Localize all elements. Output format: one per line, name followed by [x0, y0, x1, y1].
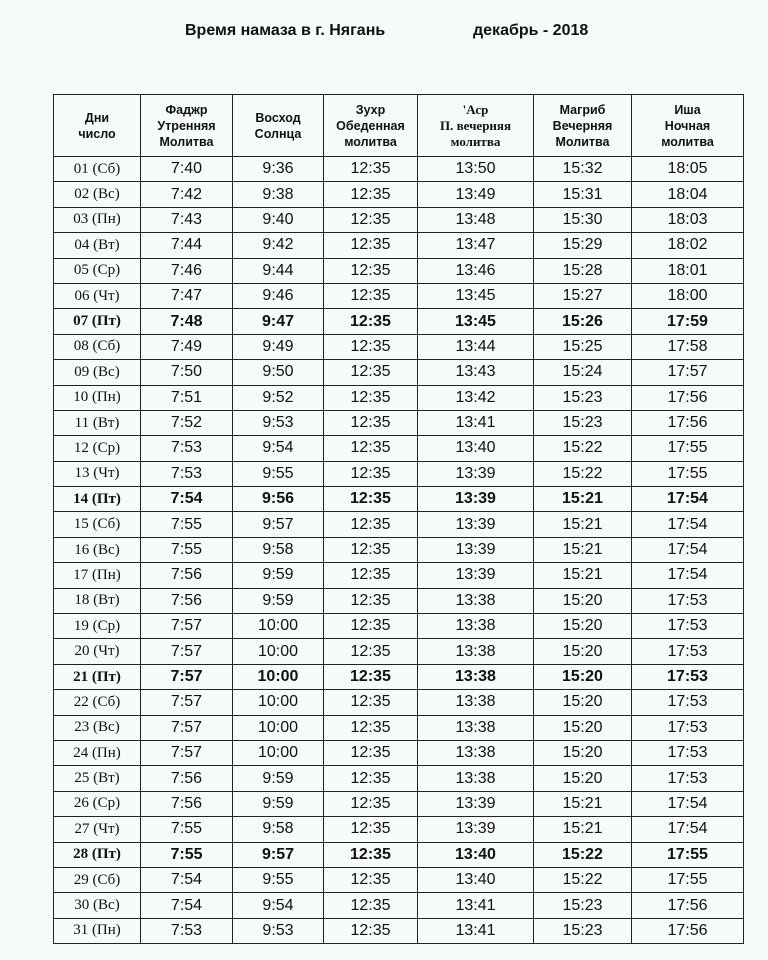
cell-asr: 13:38	[418, 588, 534, 613]
table-row	[54, 258, 744, 283]
cell-day: 08 (Сб)	[54, 334, 141, 359]
cell-fajr: 7:48	[141, 309, 233, 334]
cell-sunrise: 9:59	[233, 588, 324, 613]
cell-asr: 13:39	[418, 817, 534, 842]
cell-day: 01 (Сб)	[54, 157, 141, 182]
cell-maghrib: 15:29	[534, 233, 632, 258]
cell-isha: 18:00	[632, 283, 744, 308]
cell-maghrib: 15:21	[534, 512, 632, 537]
cell-isha: 17:55	[632, 842, 744, 867]
cell-isha: 17:59	[632, 309, 744, 334]
cell-zuhr: 12:35	[324, 563, 418, 588]
cell-isha: 18:02	[632, 233, 744, 258]
cell-sunrise: 9:38	[233, 182, 324, 207]
cell-fajr: 7:56	[141, 766, 233, 791]
cell-day: 24 (Пн)	[54, 740, 141, 765]
cell-zuhr: 12:35	[324, 867, 418, 892]
table-row	[54, 334, 744, 359]
cell-day: 09 (Вс)	[54, 360, 141, 385]
cell-fajr: 7:47	[141, 283, 233, 308]
cell-zuhr: 12:35	[324, 207, 418, 232]
cell-sunrise: 9:57	[233, 842, 324, 867]
cell-day: 06 (Чт)	[54, 283, 141, 308]
cell-isha: 17:53	[632, 664, 744, 689]
cell-isha: 17:57	[632, 360, 744, 385]
cell-isha: 17:54	[632, 563, 744, 588]
cell-day: 25 (Вт)	[54, 766, 141, 791]
cell-asr: 13:38	[418, 639, 534, 664]
cell-maghrib: 15:27	[534, 283, 632, 308]
cell-maghrib: 15:24	[534, 360, 632, 385]
cell-day: 26 (Ср)	[54, 791, 141, 816]
cell-sunrise: 9:59	[233, 766, 324, 791]
cell-asr: 13:38	[418, 614, 534, 639]
header-row	[54, 95, 744, 157]
prayer-times-table	[53, 94, 744, 944]
table-row	[54, 690, 744, 715]
cell-maghrib: 15:23	[534, 385, 632, 410]
cell-sunrise: 9:47	[233, 309, 324, 334]
table-row	[54, 588, 744, 613]
cell-zuhr: 12:35	[324, 766, 418, 791]
table-row	[54, 715, 744, 740]
cell-zuhr: 12:35	[324, 537, 418, 562]
table-row	[54, 233, 744, 258]
cell-maghrib: 15:20	[534, 715, 632, 740]
cell-sunrise: 9:55	[233, 867, 324, 892]
cell-day: 21 (Пт)	[54, 664, 141, 689]
cell-zuhr: 12:35	[324, 893, 418, 918]
cell-isha: 18:04	[632, 182, 744, 207]
table-row	[54, 918, 744, 943]
cell-maghrib: 15:20	[534, 614, 632, 639]
table-row	[54, 461, 744, 486]
cell-fajr: 7:55	[141, 842, 233, 867]
cell-sunrise: 9:59	[233, 563, 324, 588]
cell-isha: 18:03	[632, 207, 744, 232]
cell-zuhr: 12:35	[324, 436, 418, 461]
cell-fajr: 7:57	[141, 614, 233, 639]
cell-asr: 13:46	[418, 258, 534, 283]
cell-maghrib: 15:23	[534, 410, 632, 435]
table-row	[54, 207, 744, 232]
cell-isha: 17:53	[632, 639, 744, 664]
cell-maghrib: 15:23	[534, 893, 632, 918]
cell-day: 27 (Чт)	[54, 817, 141, 842]
cell-maghrib: 15:25	[534, 334, 632, 359]
title-city: Время намаза в г. Нягань	[185, 22, 386, 39]
cell-sunrise: 9:56	[233, 487, 324, 512]
cell-fajr: 7:52	[141, 410, 233, 435]
cell-fajr: 7:49	[141, 334, 233, 359]
cell-day: 07 (Пт)	[54, 309, 141, 334]
cell-maghrib: 15:20	[534, 588, 632, 613]
cell-asr: 13:40	[418, 436, 534, 461]
cell-asr: 13:38	[418, 690, 534, 715]
header-zuhr: Зухр Обеденная молитва	[324, 95, 418, 157]
cell-isha: 17:53	[632, 740, 744, 765]
cell-asr: 13:49	[418, 182, 534, 207]
cell-day: 23 (Вс)	[54, 715, 141, 740]
cell-maghrib: 15:21	[534, 791, 632, 816]
header-day: Дни число	[54, 95, 141, 157]
cell-fajr: 7:57	[141, 664, 233, 689]
table-body	[54, 157, 744, 944]
cell-sunrise: 10:00	[233, 664, 324, 689]
cell-isha: 17:55	[632, 461, 744, 486]
page-title	[185, 22, 589, 40]
cell-day: 29 (Сб)	[54, 867, 141, 892]
cell-asr: 13:41	[418, 918, 534, 943]
cell-fajr: 7:54	[141, 893, 233, 918]
table-row	[54, 563, 744, 588]
cell-maghrib: 15:23	[534, 918, 632, 943]
cell-isha: 17:54	[632, 512, 744, 537]
cell-fajr: 7:51	[141, 385, 233, 410]
cell-zuhr: 12:35	[324, 817, 418, 842]
cell-zuhr: 12:35	[324, 791, 418, 816]
cell-zuhr: 12:35	[324, 512, 418, 537]
cell-maghrib: 15:21	[534, 537, 632, 562]
cell-day: 22 (Сб)	[54, 690, 141, 715]
cell-fajr: 7:42	[141, 182, 233, 207]
table-row	[54, 385, 744, 410]
table-row	[54, 157, 744, 182]
cell-isha: 17:56	[632, 385, 744, 410]
cell-fajr: 7:54	[141, 487, 233, 512]
cell-sunrise: 9:49	[233, 334, 324, 359]
cell-maghrib: 15:30	[534, 207, 632, 232]
cell-fajr: 7:57	[141, 690, 233, 715]
cell-asr: 13:38	[418, 740, 534, 765]
cell-maghrib: 15:21	[534, 817, 632, 842]
cell-zuhr: 12:35	[324, 690, 418, 715]
cell-sunrise: 9:42	[233, 233, 324, 258]
title-month: декабрь - 2018	[473, 22, 589, 39]
cell-sunrise: 9:53	[233, 410, 324, 435]
cell-fajr: 7:55	[141, 512, 233, 537]
cell-fajr: 7:55	[141, 817, 233, 842]
table-row	[54, 309, 744, 334]
cell-asr: 13:39	[418, 461, 534, 486]
cell-asr: 13:50	[418, 157, 534, 182]
cell-sunrise: 9:57	[233, 512, 324, 537]
table-row	[54, 537, 744, 562]
cell-zuhr: 12:35	[324, 664, 418, 689]
cell-zuhr: 12:35	[324, 334, 418, 359]
cell-isha: 17:54	[632, 487, 744, 512]
cell-day: 10 (Пн)	[54, 385, 141, 410]
cell-asr: 13:38	[418, 715, 534, 740]
cell-zuhr: 12:35	[324, 842, 418, 867]
cell-day: 14 (Пт)	[54, 487, 141, 512]
cell-fajr: 7:46	[141, 258, 233, 283]
cell-asr: 13:44	[418, 334, 534, 359]
cell-maghrib: 15:21	[534, 563, 632, 588]
table-row	[54, 867, 744, 892]
cell-sunrise: 9:53	[233, 918, 324, 943]
table-row	[54, 360, 744, 385]
header-asr: 'Аср П. вечерняя молитва	[418, 95, 534, 157]
cell-isha: 17:53	[632, 715, 744, 740]
cell-sunrise: 10:00	[233, 715, 324, 740]
cell-zuhr: 12:35	[324, 461, 418, 486]
cell-day: 20 (Чт)	[54, 639, 141, 664]
cell-isha: 17:55	[632, 436, 744, 461]
cell-day: 12 (Ср)	[54, 436, 141, 461]
cell-asr: 13:40	[418, 842, 534, 867]
cell-isha: 17:54	[632, 537, 744, 562]
cell-asr: 13:39	[418, 512, 534, 537]
cell-sunrise: 9:58	[233, 817, 324, 842]
cell-fajr: 7:54	[141, 867, 233, 892]
cell-isha: 17:56	[632, 410, 744, 435]
cell-day: 04 (Вт)	[54, 233, 141, 258]
cell-isha: 17:53	[632, 690, 744, 715]
cell-sunrise: 10:00	[233, 614, 324, 639]
cell-day: 02 (Вс)	[54, 182, 141, 207]
table-row	[54, 487, 744, 512]
cell-day: 03 (Пн)	[54, 207, 141, 232]
cell-sunrise: 10:00	[233, 740, 324, 765]
cell-isha: 17:53	[632, 766, 744, 791]
cell-asr: 13:38	[418, 766, 534, 791]
table-row	[54, 436, 744, 461]
cell-zuhr: 12:35	[324, 410, 418, 435]
cell-isha: 18:01	[632, 258, 744, 283]
cell-asr: 13:41	[418, 893, 534, 918]
cell-isha: 17:53	[632, 614, 744, 639]
cell-fajr: 7:55	[141, 537, 233, 562]
table-row	[54, 512, 744, 537]
table-row	[54, 614, 744, 639]
cell-day: 19 (Ср)	[54, 614, 141, 639]
cell-sunrise: 9:59	[233, 791, 324, 816]
cell-day: 28 (Пт)	[54, 842, 141, 867]
cell-maghrib: 15:21	[534, 487, 632, 512]
cell-maghrib: 15:20	[534, 766, 632, 791]
cell-fajr: 7:53	[141, 436, 233, 461]
cell-day: 30 (Вс)	[54, 893, 141, 918]
cell-asr: 13:39	[418, 791, 534, 816]
cell-day: 15 (Сб)	[54, 512, 141, 537]
table-row	[54, 639, 744, 664]
header-fajr: Фаджр Утренняя Молитва	[141, 95, 233, 157]
cell-maghrib: 15:22	[534, 867, 632, 892]
cell-zuhr: 12:35	[324, 588, 418, 613]
cell-maghrib: 15:32	[534, 157, 632, 182]
table-row	[54, 664, 744, 689]
cell-sunrise: 9:44	[233, 258, 324, 283]
cell-day: 11 (Вт)	[54, 410, 141, 435]
cell-sunrise: 9:54	[233, 893, 324, 918]
cell-fajr: 7:43	[141, 207, 233, 232]
cell-sunrise: 9:58	[233, 537, 324, 562]
cell-zuhr: 12:35	[324, 182, 418, 207]
cell-asr: 13:48	[418, 207, 534, 232]
cell-day: 18 (Вт)	[54, 588, 141, 613]
cell-day: 17 (Пн)	[54, 563, 141, 588]
header-maghrib: Магриб Вечерняя Молитва	[534, 95, 632, 157]
cell-zuhr: 12:35	[324, 918, 418, 943]
cell-asr: 13:39	[418, 563, 534, 588]
cell-fajr: 7:56	[141, 588, 233, 613]
cell-fajr: 7:53	[141, 461, 233, 486]
cell-sunrise: 9:46	[233, 283, 324, 308]
table-row	[54, 766, 744, 791]
cell-zuhr: 12:35	[324, 614, 418, 639]
cell-day: 13 (Чт)	[54, 461, 141, 486]
cell-sunrise: 9:54	[233, 436, 324, 461]
table-row	[54, 283, 744, 308]
table-row	[54, 842, 744, 867]
header-sunrise: Восход Солнца	[233, 95, 324, 157]
cell-sunrise: 9:36	[233, 157, 324, 182]
cell-asr: 13:39	[418, 537, 534, 562]
cell-sunrise: 10:00	[233, 639, 324, 664]
cell-zuhr: 12:35	[324, 258, 418, 283]
cell-asr: 13:42	[418, 385, 534, 410]
cell-asr: 13:41	[418, 410, 534, 435]
table-row	[54, 410, 744, 435]
cell-maghrib: 15:22	[534, 436, 632, 461]
cell-zuhr: 12:35	[324, 487, 418, 512]
cell-fajr: 7:40	[141, 157, 233, 182]
cell-asr: 13:43	[418, 360, 534, 385]
cell-maghrib: 15:22	[534, 461, 632, 486]
cell-isha: 18:05	[632, 157, 744, 182]
table-row	[54, 740, 744, 765]
cell-asr: 13:39	[418, 487, 534, 512]
header-isha: Иша Ночная молитва	[632, 95, 744, 157]
cell-asr: 13:45	[418, 283, 534, 308]
cell-fajr: 7:44	[141, 233, 233, 258]
cell-sunrise: 9:55	[233, 461, 324, 486]
cell-fajr: 7:57	[141, 715, 233, 740]
cell-zuhr: 12:35	[324, 360, 418, 385]
cell-zuhr: 12:35	[324, 715, 418, 740]
cell-isha: 17:56	[632, 918, 744, 943]
cell-zuhr: 12:35	[324, 233, 418, 258]
table-row	[54, 893, 744, 918]
cell-fajr: 7:50	[141, 360, 233, 385]
cell-maghrib: 15:20	[534, 740, 632, 765]
cell-sunrise: 9:50	[233, 360, 324, 385]
cell-fajr: 7:57	[141, 740, 233, 765]
cell-maghrib: 15:20	[534, 690, 632, 715]
cell-zuhr: 12:35	[324, 283, 418, 308]
cell-maghrib: 15:20	[534, 639, 632, 664]
cell-fajr: 7:53	[141, 918, 233, 943]
cell-isha: 17:54	[632, 791, 744, 816]
cell-sunrise: 9:40	[233, 207, 324, 232]
cell-asr: 13:47	[418, 233, 534, 258]
cell-isha: 17:53	[632, 588, 744, 613]
cell-sunrise: 10:00	[233, 690, 324, 715]
cell-day: 05 (Ср)	[54, 258, 141, 283]
cell-asr: 13:40	[418, 867, 534, 892]
cell-fajr: 7:57	[141, 639, 233, 664]
cell-isha: 17:54	[632, 817, 744, 842]
cell-day: 16 (Вс)	[54, 537, 141, 562]
cell-zuhr: 12:35	[324, 639, 418, 664]
cell-day: 31 (Пн)	[54, 918, 141, 943]
cell-sunrise: 9:52	[233, 385, 324, 410]
cell-maghrib: 15:31	[534, 182, 632, 207]
cell-fajr: 7:56	[141, 563, 233, 588]
cell-zuhr: 12:35	[324, 740, 418, 765]
cell-zuhr: 12:35	[324, 157, 418, 182]
table-row	[54, 182, 744, 207]
cell-isha: 17:58	[632, 334, 744, 359]
cell-maghrib: 15:22	[534, 842, 632, 867]
cell-isha: 17:55	[632, 867, 744, 892]
cell-maghrib: 15:26	[534, 309, 632, 334]
cell-zuhr: 12:35	[324, 309, 418, 334]
table-row	[54, 791, 744, 816]
cell-asr: 13:45	[418, 309, 534, 334]
cell-asr: 13:38	[418, 664, 534, 689]
cell-isha: 17:56	[632, 893, 744, 918]
cell-zuhr: 12:35	[324, 385, 418, 410]
cell-maghrib: 15:20	[534, 664, 632, 689]
cell-maghrib: 15:28	[534, 258, 632, 283]
cell-fajr: 7:56	[141, 791, 233, 816]
table-row	[54, 817, 744, 842]
